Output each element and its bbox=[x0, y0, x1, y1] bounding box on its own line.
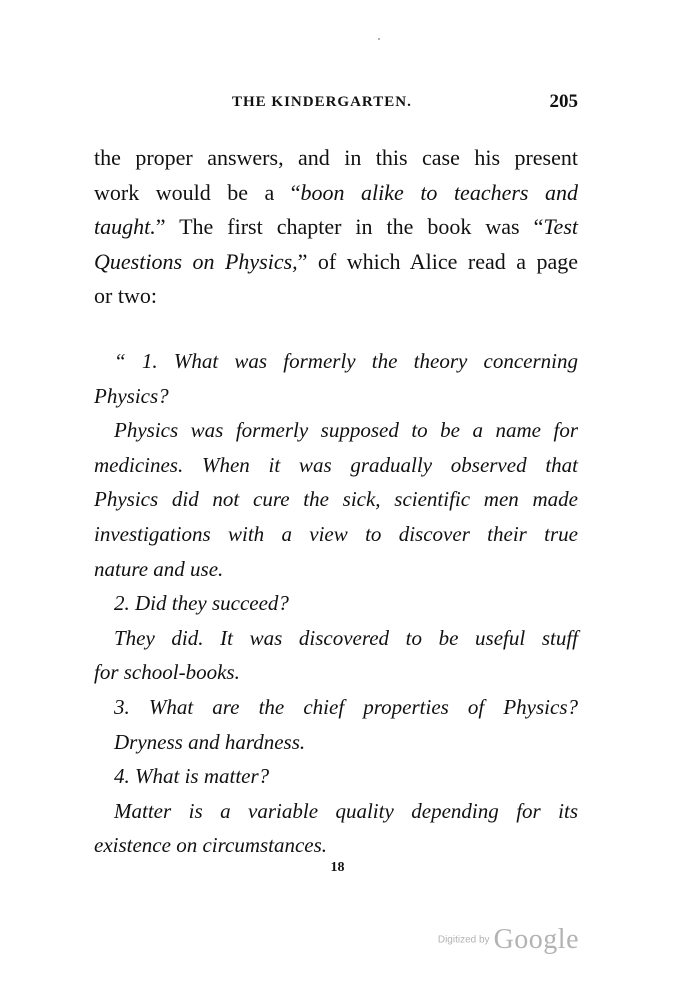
intro-line-1: the proper answers, and in this case his present bbox=[94, 145, 578, 170]
qa-line: Matter is a variable quality depending for its bbox=[114, 798, 578, 823]
qa-line: 2. Did they succeed? bbox=[114, 591, 289, 616]
qa-line: Dryness and hardness. bbox=[114, 729, 306, 754]
intro-line-5: or two: bbox=[94, 283, 157, 309]
qa-line: investigations with a view to discover their true bbox=[94, 521, 578, 546]
qa-line: Physics did not cure the sick, scientific men made bbox=[94, 487, 578, 512]
intro-paragraph bbox=[94, 141, 578, 314]
signature-mark: 18 bbox=[330, 860, 345, 875]
paper-speck bbox=[378, 38, 380, 40]
intro-line-4 bbox=[94, 245, 578, 280]
page-number: 205 bbox=[549, 91, 578, 112]
qa-line: for school-books. bbox=[94, 660, 240, 685]
intro-text: ” of which Alice read a page bbox=[297, 248, 578, 274]
qa-line: Physics? bbox=[94, 383, 169, 408]
qa-line: “ 1. What was formerly the theory concerning bbox=[114, 349, 578, 373]
quote-italic: taught. bbox=[94, 214, 156, 240]
qa-line: nature and use. bbox=[94, 556, 224, 581]
qa-line: 3. What are the chief properties of Physics? bbox=[114, 694, 578, 719]
qa-line: 4. What is matter? bbox=[114, 764, 270, 789]
qa-line: Physics was formerly supposed to be a name for bbox=[114, 418, 578, 443]
chapter-title-italic: Questions on Physics, bbox=[94, 248, 298, 274]
quote-italic: boon alike to teachers and bbox=[300, 179, 578, 205]
chapter-title-italic: Test bbox=[543, 214, 578, 240]
intro-line-2 bbox=[94, 176, 578, 211]
qa-line: medicines. When it was gradually observed that bbox=[94, 452, 578, 477]
qa-line: existence on circumstances. bbox=[94, 833, 328, 858]
qa-line: They did. It was discovered to be useful stuff bbox=[114, 625, 578, 650]
intro-text: work would be a “ bbox=[94, 179, 301, 205]
running-title: THE KINDERGARTEN. bbox=[232, 94, 412, 110]
watermark-prefix: Digitized by bbox=[437, 934, 490, 946]
question-answer-block bbox=[94, 344, 578, 863]
intro-text: ” The first chapter in the book was “ bbox=[155, 214, 544, 240]
page-header bbox=[94, 91, 578, 118]
intro-line-3 bbox=[94, 210, 578, 245]
google-watermark bbox=[438, 924, 579, 956]
google-logo: Google bbox=[493, 924, 579, 955]
